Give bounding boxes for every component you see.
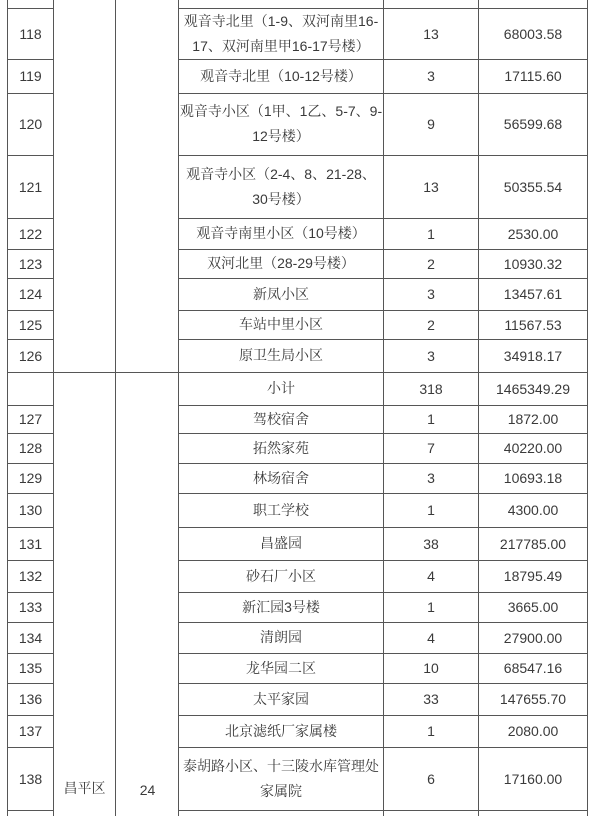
row-number-cell: 118 bbox=[8, 8, 54, 59]
community-name-cell: 清朗园 bbox=[179, 622, 384, 653]
row-number-cell: 132 bbox=[8, 560, 54, 592]
row-number-cell: 135 bbox=[8, 653, 54, 683]
amount-cell: 17115.60 bbox=[479, 59, 588, 93]
community-name-cell: 太平家园 bbox=[179, 683, 384, 715]
row-number-cell bbox=[8, 0, 54, 8]
row-number-cell: 138 bbox=[8, 747, 54, 810]
community-name-cell: 职工学校 bbox=[179, 493, 384, 527]
community-name-cell: 拓然家苑 bbox=[179, 433, 384, 463]
amount-cell: 2080.00 bbox=[479, 715, 588, 747]
amount-cell: 3665.00 bbox=[479, 592, 588, 622]
unit-count-cell: 13 bbox=[384, 155, 479, 218]
community-name-cell bbox=[179, 810, 384, 816]
amount-cell: 17160.00 bbox=[479, 747, 588, 810]
district-count-merged-cell bbox=[116, 372, 179, 816]
unit-count-cell: 1 bbox=[384, 715, 479, 747]
unit-count-cell: 1 bbox=[384, 493, 479, 527]
unit-count-cell: 3 bbox=[384, 339, 479, 372]
amount-cell: 40220.00 bbox=[479, 433, 588, 463]
unit-count-cell: 3 bbox=[384, 463, 479, 493]
row-number-cell: 134 bbox=[8, 622, 54, 653]
row-number-cell: 119 bbox=[8, 59, 54, 93]
amount-cell: 147655.70 bbox=[479, 683, 588, 715]
amount-cell: 11567.53 bbox=[479, 310, 588, 339]
community-name-cell: 双河北里（28-29号楼） bbox=[179, 249, 384, 278]
community-name-cell: 林场宿舍 bbox=[179, 463, 384, 493]
community-name-cell: 观音寺北里（10-12号楼） bbox=[179, 59, 384, 93]
amount-cell: 217785.00 bbox=[479, 527, 588, 560]
row-number-cell: 128 bbox=[8, 433, 54, 463]
row-number-cell: 129 bbox=[8, 463, 54, 493]
amount-cell: 10693.18 bbox=[479, 463, 588, 493]
amount-cell: 34918.17 bbox=[479, 339, 588, 372]
community-name-cell: 小计 bbox=[179, 372, 384, 405]
community-name-cell: 昌盛园 bbox=[179, 527, 384, 560]
unit-count-cell: 318 bbox=[384, 372, 479, 405]
community-name-cell: 观音寺小区（2-4、8、21-28、30号楼） bbox=[179, 155, 384, 218]
row-number-cell: 133 bbox=[8, 592, 54, 622]
unit-count-cell: 13 bbox=[384, 8, 479, 59]
unit-count-cell: 3 bbox=[384, 59, 479, 93]
row-number-cell: 120 bbox=[8, 93, 54, 155]
community-name-cell: 观音寺小区（1甲、1乙、5-7、9-12号楼） bbox=[179, 93, 384, 155]
row-number-cell: 122 bbox=[8, 218, 54, 249]
community-name-cell: 砂石厂小区 bbox=[179, 560, 384, 592]
row-number-cell: 131 bbox=[8, 527, 54, 560]
row-number-cell: 136 bbox=[8, 683, 54, 715]
amount-cell: 13457.61 bbox=[479, 278, 588, 310]
community-name-cell: 车站中里小区 bbox=[179, 310, 384, 339]
district-count-merged-cell bbox=[116, 0, 179, 372]
amount-cell: 1465349.29 bbox=[479, 372, 588, 405]
unit-count-cell: 33 bbox=[384, 683, 479, 715]
amount-cell: 27900.00 bbox=[479, 622, 588, 653]
community-name-cell bbox=[179, 0, 384, 8]
unit-count-cell: 7 bbox=[384, 433, 479, 463]
community-payments-table bbox=[7, 0, 588, 816]
unit-count-cell: 6 bbox=[384, 747, 479, 810]
district-count-label: 24 bbox=[139, 782, 156, 798]
row-number-cell: 130 bbox=[8, 493, 54, 527]
community-name-cell: 原卫生局小区 bbox=[179, 339, 384, 372]
row-number-cell: 126 bbox=[8, 339, 54, 372]
amount-cell: 4300.00 bbox=[479, 493, 588, 527]
unit-count-cell: 4 bbox=[384, 560, 479, 592]
amount-cell: 56599.68 bbox=[479, 93, 588, 155]
community-name-cell: 龙华园二区 bbox=[179, 653, 384, 683]
unit-count-cell: 9 bbox=[384, 93, 479, 155]
amount-cell: 10930.32 bbox=[479, 249, 588, 278]
unit-count-cell: 4 bbox=[384, 622, 479, 653]
unit-count-cell: 1 bbox=[384, 218, 479, 249]
community-name-cell: 观音寺北里（1-9、双河南里16-17、双河南里甲16-17号楼） bbox=[179, 8, 384, 59]
unit-count-cell: 2 bbox=[384, 310, 479, 339]
unit-count-cell bbox=[384, 810, 479, 816]
amount-cell: 50355.54 bbox=[479, 155, 588, 218]
district-merged-cell bbox=[54, 0, 116, 372]
amount-cell bbox=[479, 0, 588, 8]
community-name-cell: 新汇园3号楼 bbox=[179, 592, 384, 622]
unit-count-cell: 2 bbox=[384, 249, 479, 278]
community-name-cell: 北京滤纸厂家属楼 bbox=[179, 715, 384, 747]
row-number-cell: 121 bbox=[8, 155, 54, 218]
unit-count-cell: 1 bbox=[384, 405, 479, 433]
partial-row bbox=[8, 0, 588, 8]
row-number-cell: 123 bbox=[8, 249, 54, 278]
unit-count-cell: 10 bbox=[384, 653, 479, 683]
community-name-cell: 观音寺南里小区（10号楼） bbox=[179, 218, 384, 249]
amount-cell: 68003.58 bbox=[479, 8, 588, 59]
row-number-cell bbox=[8, 810, 54, 816]
district-name-label: 昌平区 bbox=[63, 780, 106, 796]
row-number-cell: 137 bbox=[8, 715, 54, 747]
community-name-cell: 新凤小区 bbox=[179, 278, 384, 310]
unit-count-cell: 3 bbox=[384, 278, 479, 310]
community-name-cell: 驾校宿舍 bbox=[179, 405, 384, 433]
amount-cell: 68547.16 bbox=[479, 653, 588, 683]
unit-count-cell bbox=[384, 0, 479, 8]
community-name-cell: 泰胡路小区、十三陵水库管理处家属院 bbox=[179, 747, 384, 810]
row-number-cell: 124 bbox=[8, 278, 54, 310]
amount-cell: 18795.49 bbox=[479, 560, 588, 592]
subtotal-row bbox=[8, 372, 588, 405]
row-number-cell bbox=[8, 372, 54, 405]
amount-cell: 2530.00 bbox=[479, 218, 588, 249]
amount-cell: 1872.00 bbox=[479, 405, 588, 433]
row-number-cell: 127 bbox=[8, 405, 54, 433]
unit-count-cell: 38 bbox=[384, 527, 479, 560]
district-merged-cell bbox=[54, 372, 116, 816]
amount-cell bbox=[479, 810, 588, 816]
row-number-cell: 125 bbox=[8, 310, 54, 339]
unit-count-cell: 1 bbox=[384, 592, 479, 622]
